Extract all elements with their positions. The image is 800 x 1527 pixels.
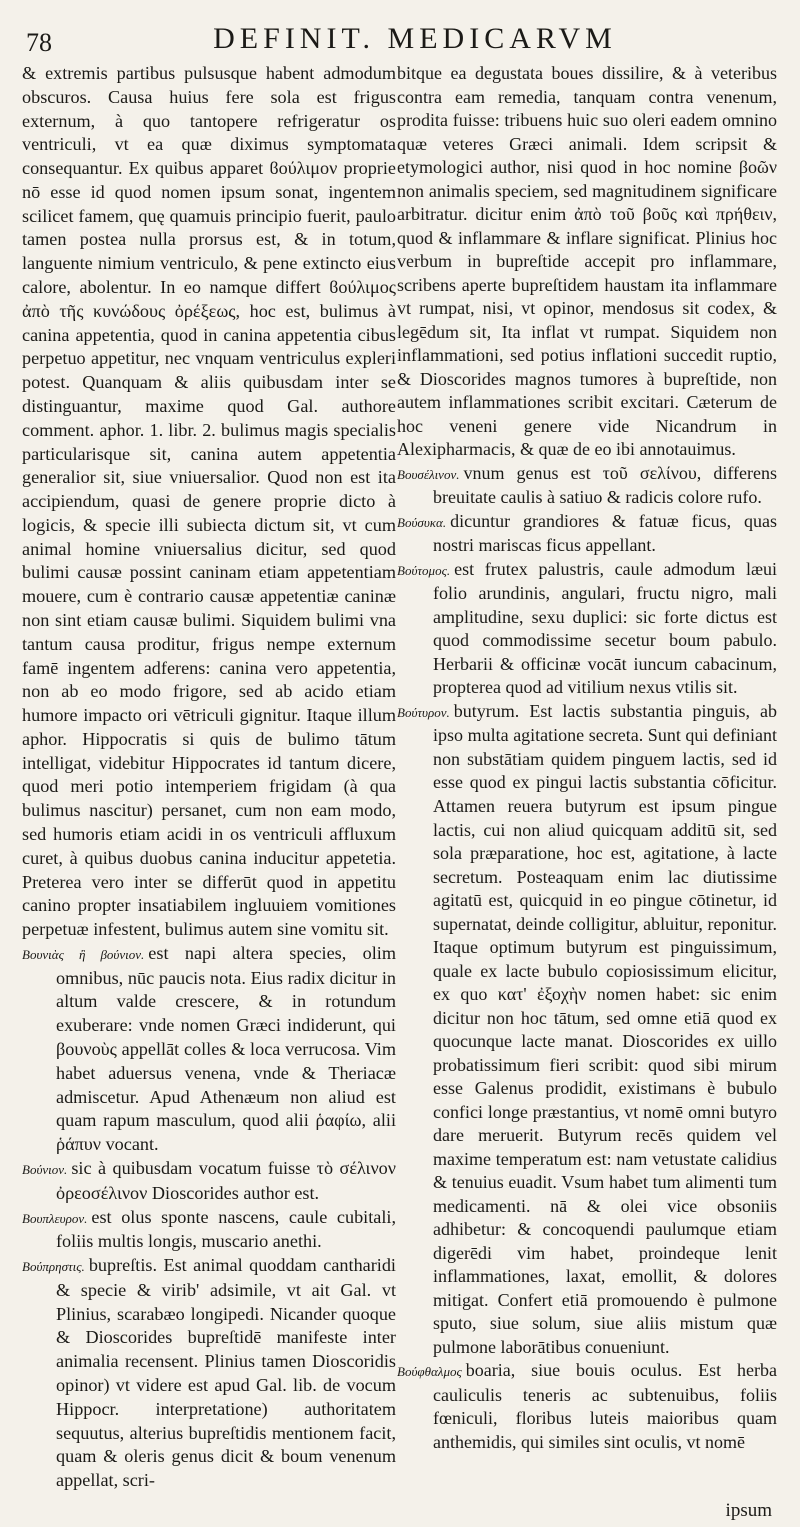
page-header (0, 22, 800, 62)
headword: Βούφθαλμος (397, 1364, 462, 1380)
running-title: DEFINIT. MEDICARVM (213, 22, 617, 55)
entry-text: butyrum. Est lactis substantia pinguis, ab ipso multa agitatione secreta. Sunt qui definiant non substātiam quidem pinguem lactis, sed id esse quod ex pingui lactis substantia cōficitur. Attamen reuera butyrum est ipsum pingue lactis, cui non aliud quicquam additū sit, sed sola præparatione, hoc est, agitatione, à lacte secretum. Posteaquam enim lac diutissime agitatū est, quicquid in eo pingue cōtinetur, id supernatat, deinde colligitur, abluitur, reponitur. Itaque optimum butyrum est pinguissimum, quale ex lacte bubulo copiosissimum elicitur, ex quo κατ' ἐξοχὴν nomen habet: sic enim dicitur non hoc tātum, sed omne etiā quod ex quocunque lacte manat. Dioscorides ex uillo probatissimum fieri scribit: quod sibi mirum esse Galenus prodidit, existimans è bubulo confici longe præstantius, vt nomē omni butyro dare meruerit. Butyrum recēs quidem vel maxime temperatum est: nam vetustate calidius & tenuius euadit. Vsum habet tum alimenti tum medicamenti. nā & olei vice obsoniis adhibetur: & concoquendi paulumque etiam digerēdi vim habet, proindeque lenit inflammationes, laxat, emollit, & dolores mitigat. Confert etiā promouendo è pulmone sputo, siue solum, siue aliis mistum quæ pulmone laborātibus conueniunt. (433, 700, 777, 1357)
entry-text: dicuntur grandiores & fatuæ ficus, quas nostri mariscas ficus appellant. (433, 510, 777, 556)
buprestis-continuation: bitque ea degustata boues dissilire, & à veteribus contra eam remedia, tanquam contra venenum, prodita fuisse: tribuens huic suo oleri eadem omnino quæ veteres Græci animali. Idem scripsit & etymologici author, nisi quod in hoc nomine βοῶν non animalis speciem, sed magnitudinem significare arbitratur. dicitur enim ἀπὸ τοῦ βοῦς καὶ πρήθειν, quod & inflammare & inflare significat. Plinius hoc verbum in bupreſtide accepit pro inflammare, scribens aperte bupreſtidem haustam ita inflammare vt rumpat, nisi, vt opinor, mendosus sit codex, & legēdum sit, Ita inflat vt rumpat. Siquidem non inflammationi, sed potius inflationi succedit ruptio, & Dioscorides magnos tumores à bupreſtide, non autem inflammationes scribit excitari. Cæterum de hoc veneni genere vide Nicandrum in Alexipharmacis, & quæ de eo ibi annotauimus. (397, 63, 777, 460)
left-column (22, 62, 396, 1493)
right-column (397, 62, 777, 1454)
entry-busyka (397, 510, 777, 558)
headword: Βούτομος. (397, 562, 451, 578)
entry-butyron (397, 700, 777, 1359)
headword: Βουπλευρον. (22, 1210, 88, 1226)
page-number: 78 (26, 28, 52, 57)
entry-bunion (22, 1157, 396, 1206)
headword: Βουσέλινον. (397, 466, 460, 482)
entry-buprestis (22, 1254, 396, 1493)
headword: Βούσυκα. (397, 514, 447, 530)
entry-bunias (22, 942, 396, 1157)
entry-text: est frutex palustris, caule admodum læui folio arundinis, angulari, fructu nigro, mali amplitudine, sexu duplici: sic forte dictus est quod commodissime secetur boum pabulo. Herbarii & officinæ vocāt iuncum cabacinum, propterea quod ad vitilium nexus vtilis sit. (433, 558, 777, 698)
headword: Βούνιον. (22, 1161, 68, 1177)
entry-text: boaria, siue bouis oculus. Est herba cauliculis teneris ac subtenuibus, foliis fœniculi, floribus luteis maioribus quam anthemidis, qui similes sint oculis, vt nomē (433, 1360, 777, 1452)
entry-text: bupreſtis. Est animal quoddam cantharidi & specie & virib' adsimile, vt ait Gal. vt Plinius, scarabæo longipedi. Nicander quoque & Dioscorides bupreſtidē manifeste inter animalia recensent. Plinius tamen Dioscoridis opinor) vt videre est apud Gal. lib. de vocum Hippocr. interpretatione) authoritatem sequutus, alterius bupreſtidis mentionem facit, quam & oleris genus dicit & boum venenum appellat, scri- (56, 1255, 396, 1491)
entry-bupleuron (22, 1206, 396, 1255)
entry-buphthalmos (397, 1359, 777, 1454)
headword: Βούπρηστις. (22, 1259, 85, 1275)
entry-text: est olus sponte nascens, caule cubitali, foliis multis longis, muscario anethi. (56, 1206, 396, 1252)
headword: Βούτυρον. (397, 704, 450, 720)
entry-butomos (397, 558, 777, 700)
entry-text: vnum genus est τοῦ σελίνου, differens breuitate caulis à satiuo & radicis colore rufo. (433, 462, 777, 508)
catchword: ipsum (725, 1500, 772, 1521)
entry-text: est napi altera species, olim omnibus, nūc paucis nota. Eius radix dicitur in altum valde crescere, & in rotundum exuberare: vnde nomen Græci indiderunt, qui βουνοὺς appellāt colles & loca verrucosa. Vim habet aduersus venena, vnde & Theriacæ admiscetur. Apud Athenæum non aliud est quam rapum masculum, quod alii ῥαφίω, alii ῥάπυν vocant. (56, 942, 397, 1155)
bulimus-continuation: & extremis partibus pulsusque habent admodum obscuros. Causa huius fere sola est frigus externum, à quo tantopere refrigeratur os ventriculi, vt ea quæ diximus symptomata consequantur. Ex quibus apparet ϐούλιμον proprie nō esse id quod nomen ipsum sonat, ingentem scilicet famem, quę quamuis principio fuerit, paulo tamen postea nulla prorsus est, & in totum, languente nimium ventriculo, & pene extincto eius calore, abolentur. In eo namque differt ϐούλιμος ἀπὸ τῆς κυνώδους ὀρέξεως, hoc est, bulimus à canina appetentia, quod in canina appetentia cibus perpetuo appetitur, nec vnquam ventriculus expleri potest. Quanquam & aliis quibusdam inter se distinguantur, maxime quod Gal. authore comment. aphor. 1. libr. 2. bulimus magis specialis particularisque sit, canina autem appetentia generalior sit, siue vniuersalior. Quod non est ita accipiendum, quasi de genere proprie dicto à logicis, & specie illi subiecta dictum sit, vt cum animal homine vniuersalius dicitur, sed quod bulimi causæ possint caninam etiam appetentiam mouere, cum è contrario causæ appetentiæ caninæ non sint etiam causæ bulimi. Siquidem bulimi vna tantum causa proditur, frigus nempe externum famē ingentem adferens: canina vero appetentia, non ab eo modo frigore, sed ab acido etiam humore impacto ori vētriculi gignitur. Itaque illum aphor. Hippocratis si quis de bulimo tātum intelligat, videbitur Hippocrates id tantum dicere, quod meri potio intemperiem frigidam (à qua bulimus nascitur) persanet, cum non eam modo, sed humoris etiam acidi in os ventriculi affluxum curet, à quibus duobus canina inducitur appetetia. Preterea vero inter se differūt quod in appetitu canino propter insatiabilem ingluuiem vomitiones perpetuæ infestent, bulimus autem sine vomitu sit. (22, 63, 396, 940)
entry-buselinon (397, 462, 777, 510)
entry-text: sic à quibusdam vocatum fuisse τὸ σέλινον ὀρεοσέλινον Dioscorides author est. (56, 1157, 396, 1203)
headword: Βουνιὰς ἢ βούνιον. (22, 946, 145, 962)
